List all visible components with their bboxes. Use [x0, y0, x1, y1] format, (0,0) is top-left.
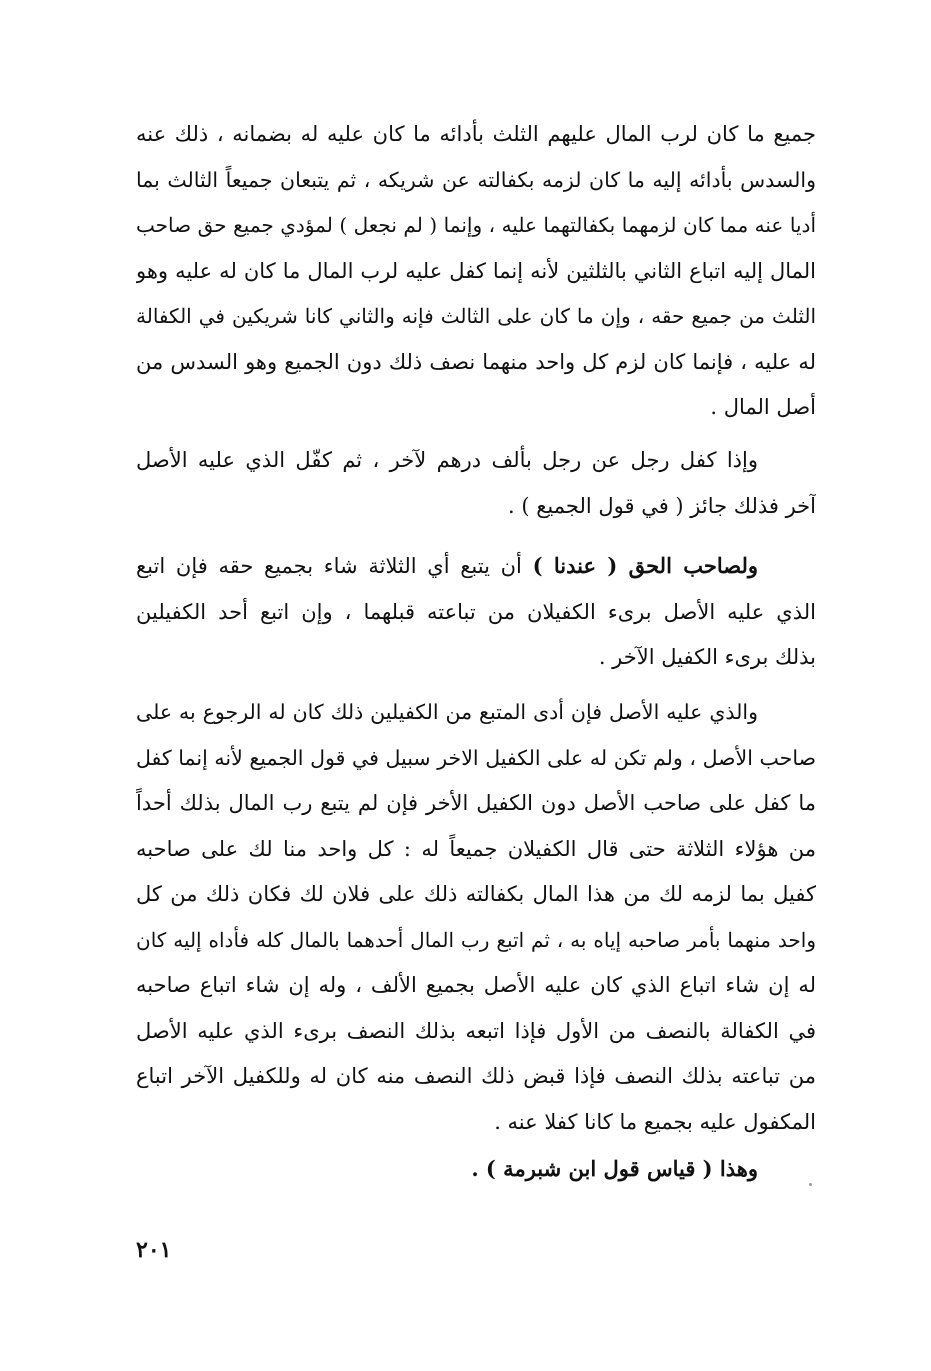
text-line: من تباعته بذلك النصف فإذا قبض ذلك النصف منه كان له وللكفيل الآخر اتباع: [136, 1064, 816, 1088]
paragraph-5: [136, 1146, 816, 1192]
scan-speck: [809, 1183, 812, 1186]
text-line: في الكفالة بالنصف من الأول فإذا اتبعه بذلك النصف برىء الذي عليه الأصل: [136, 1018, 816, 1043]
text-line: كفيل بما لزمه لك من هذا المال بكفالته ذلك على فلان لك فكان ذلك من كل: [136, 882, 816, 906]
text-line: أديا عنه مما كان لزمهما بكفالتهما عليه ، وإنما ( لم نجعل ) لمؤدي جميع حق صاحب: [136, 213, 816, 237]
text-line: آخر فذلك جائز ( في قول الجميع ) .: [508, 493, 816, 518]
page-number: ٢٠١: [136, 1237, 172, 1263]
text-line: له عليه ، فإنما كان لزم كل واحد منهما نصف ذلك دون الجميع وهو السدس من: [136, 349, 816, 374]
text-line: بذلك برىء الكفيل الآخر .: [598, 645, 816, 669]
text-line: صاحب الأصل ، ولم تكن له على الكفيل الاخر سبيل في قول الجميع لأنه إنما كفل: [136, 745, 816, 770]
paragraph-3: [136, 543, 816, 681]
text-line: الذي عليه الأصل برىء الكفيلان من تباعته قبلهما ، وإن اتبع أحد الكفيلين: [136, 599, 816, 624]
text-line: له إن شاء اتباع الذي كان عليه الأصل بجميع الألف ، وله إن شاء اتباع صاحبه: [136, 973, 816, 997]
text-line: أصل المال .: [710, 395, 816, 419]
bold-lead-phrase: ولصاحب الحق ( عندنا ): [532, 553, 759, 578]
paragraph-4: [136, 690, 816, 1145]
text-line: من هؤلاء الثلاثة حتى قال الكفيلان جميعاً له : كل واحد منا لك على صاحبه: [136, 836, 816, 861]
text-line: والذي عليه الأصل فإن أدى المتبع من الكفيلين ذلك كان له الرجوع به على: [136, 700, 758, 724]
text-line: المال إليه اتباع الثاني بالثلثين لأنه إنما كفل عليه لرب المال ما كان له عليه وهو: [136, 258, 816, 283]
text-line: وإذا كفل رجل عن رجل بألف درهم لآخر ، ثم كفّل الذي عليه الأصل: [136, 448, 758, 472]
text-line: وهذا ( قياس قول ابن شبرمة ) .: [471, 1156, 758, 1181]
paragraph-2: [136, 438, 816, 529]
text-line: المكفول عليه بجميع ما كانا كفلا عنه .: [494, 1109, 816, 1134]
text-line: واحد منهما بأمر صاحبه إياه به ، ثم اتبع رب المال أحدهما بالمال كله فأداه إليه كان: [136, 927, 816, 952]
text-span: أن يتبع أي الثلاثة شاء بجميع حقه فإن اتبع: [136, 554, 533, 578]
text-line: [136, 543, 816, 590]
text-line: والسدس بأدائه إليه ما كان لزمه بكفالته عن شريكه ، ثم يتبعان جميعاً الثالث بما: [136, 167, 816, 192]
text-line: الثلث من جميع حقه ، وإن ما كان على الثالث فإنه والثاني كانا شريكين في الكفالة: [136, 304, 816, 328]
text-line: ما كفل على صاحب الأصل دون الكفيل الأخر فإن لم يتبع رب المال بذلك أحداً: [136, 791, 816, 815]
text-line: جميع ما كان لرب المال عليهم الثلث بأدائه ما كان عليه له بضمانه ، ذلك عنه: [136, 122, 816, 146]
paragraph-1: [136, 112, 816, 431]
